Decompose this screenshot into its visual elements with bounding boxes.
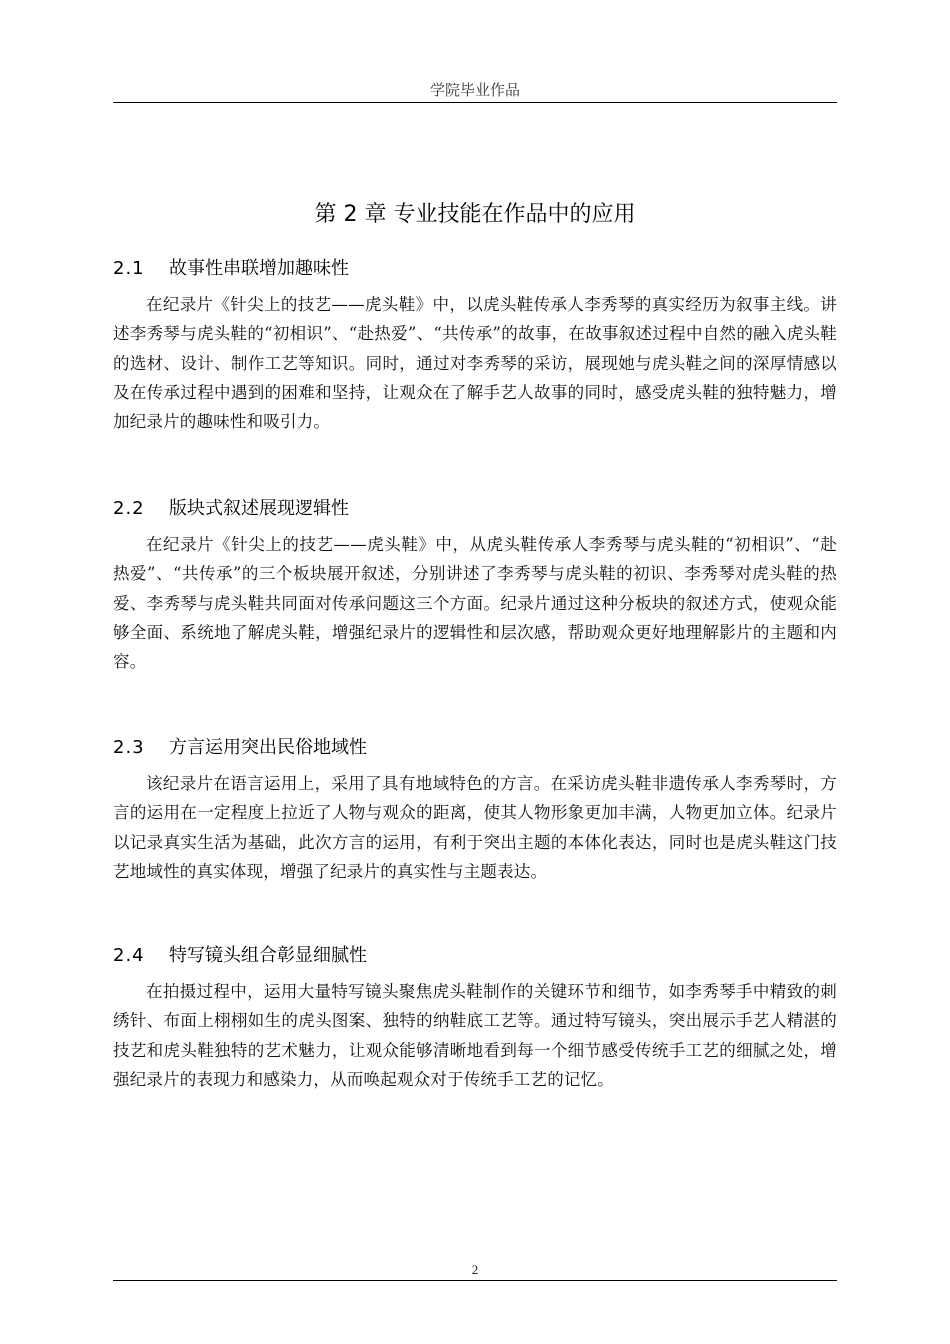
- section-heading: [113, 735, 837, 761]
- section-2-1: [113, 256, 837, 436]
- header-rule: [113, 102, 837, 103]
- section-body: 在纪录片《针尖上的技艺——虎头鞋》中，从虎头鞋传承人李秀琴与虎头鞋的“初相识”、“赴热爱”、“共传承”的三个板块展开叙述，分别讲述了李秀琴与虎头鞋的初识、李秀琴对虎头鞋的热爱、李秀琴与虎头鞋共同面对传承问题这三个方面。纪录片通过这种分板块的叙述方式，使观众能够全面、系统地了解虎头鞋，增强纪录片的逻辑性和层次感，帮助观众更好地理解影片的主题和内容。: [113, 535, 837, 672]
- footer-rule: [113, 1280, 837, 1281]
- chapter-title: 第 2 章 专业技能在作品中的应用: [314, 201, 636, 227]
- page-number: 2: [471, 1262, 479, 1277]
- section-title: 方言运用突出民俗地域性: [169, 737, 367, 758]
- page-header: 学院毕业作品: [429, 81, 520, 99]
- section-number: 2.3: [113, 737, 145, 758]
- section-2-3: [113, 735, 837, 886]
- section-heading: [113, 256, 837, 282]
- section-body: 在纪录片《针尖上的技艺——虎头鞋》中，以虎头鞋传承人李秀琴的真实经历为叙事主线。讲述李秀琴与虎头鞋的“初相识”、“赴热爱”、“共传承”的故事，在故事叙述过程中自然的融入虎头鞋的选材、设计、制作工艺等知识。同时，通过对李秀琴的采访，展现她与虎头鞋之间的深厚情感以及在传承过程中遇到的困难和坚持，让观众在了解手艺人故事的同时，感受虎头鞋的独特魅力，增加纪录片的趣味性和吸引力。: [113, 295, 837, 432]
- section-number: 2.2: [113, 498, 145, 519]
- section-title: 版块式叙述展现逻辑性: [169, 498, 349, 519]
- section-2-4: [113, 943, 837, 1094]
- section-heading: [113, 943, 837, 969]
- section-body: 在拍摄过程中，运用大量特写镜头聚焦虎头鞋制作的关键环节和细节，如李秀琴手中精致的刺绣针、布面上栩栩如生的虎头图案、独特的纳鞋底工艺等。通过特写镜头，突出展示手艺人精湛的技艺和虎头鞋独特的艺术魅力，让观众能够清晰地看到每一个细节感受传统手工艺的细腻之处，增强纪录片的表现力和感染力，从而唤起观众对于传统手工艺的记忆。: [113, 982, 837, 1089]
- section-heading: [113, 496, 837, 522]
- section-body: 该纪录片在语言运用上，采用了具有地域特色的方言。在采访虎头鞋非遗传承人李秀琴时，方言的运用在一定程度上拉近了人物与观众的距离，使其人物形象更加丰满，人物更加立体。纪录片以记录真实生活为基础，此次方言的运用，有利于突出主题的本体化表达，同时也是虎头鞋这门技艺地域性的真实体现，增强了纪录片的真实性与主题表达。: [113, 774, 837, 881]
- section-number: 2.4: [113, 945, 145, 966]
- section-number: 2.1: [113, 258, 145, 279]
- section-title: 故事性串联增加趣味性: [169, 258, 349, 279]
- section-2-2: [113, 496, 837, 676]
- section-title: 特写镜头组合彰显细腻性: [169, 945, 367, 966]
